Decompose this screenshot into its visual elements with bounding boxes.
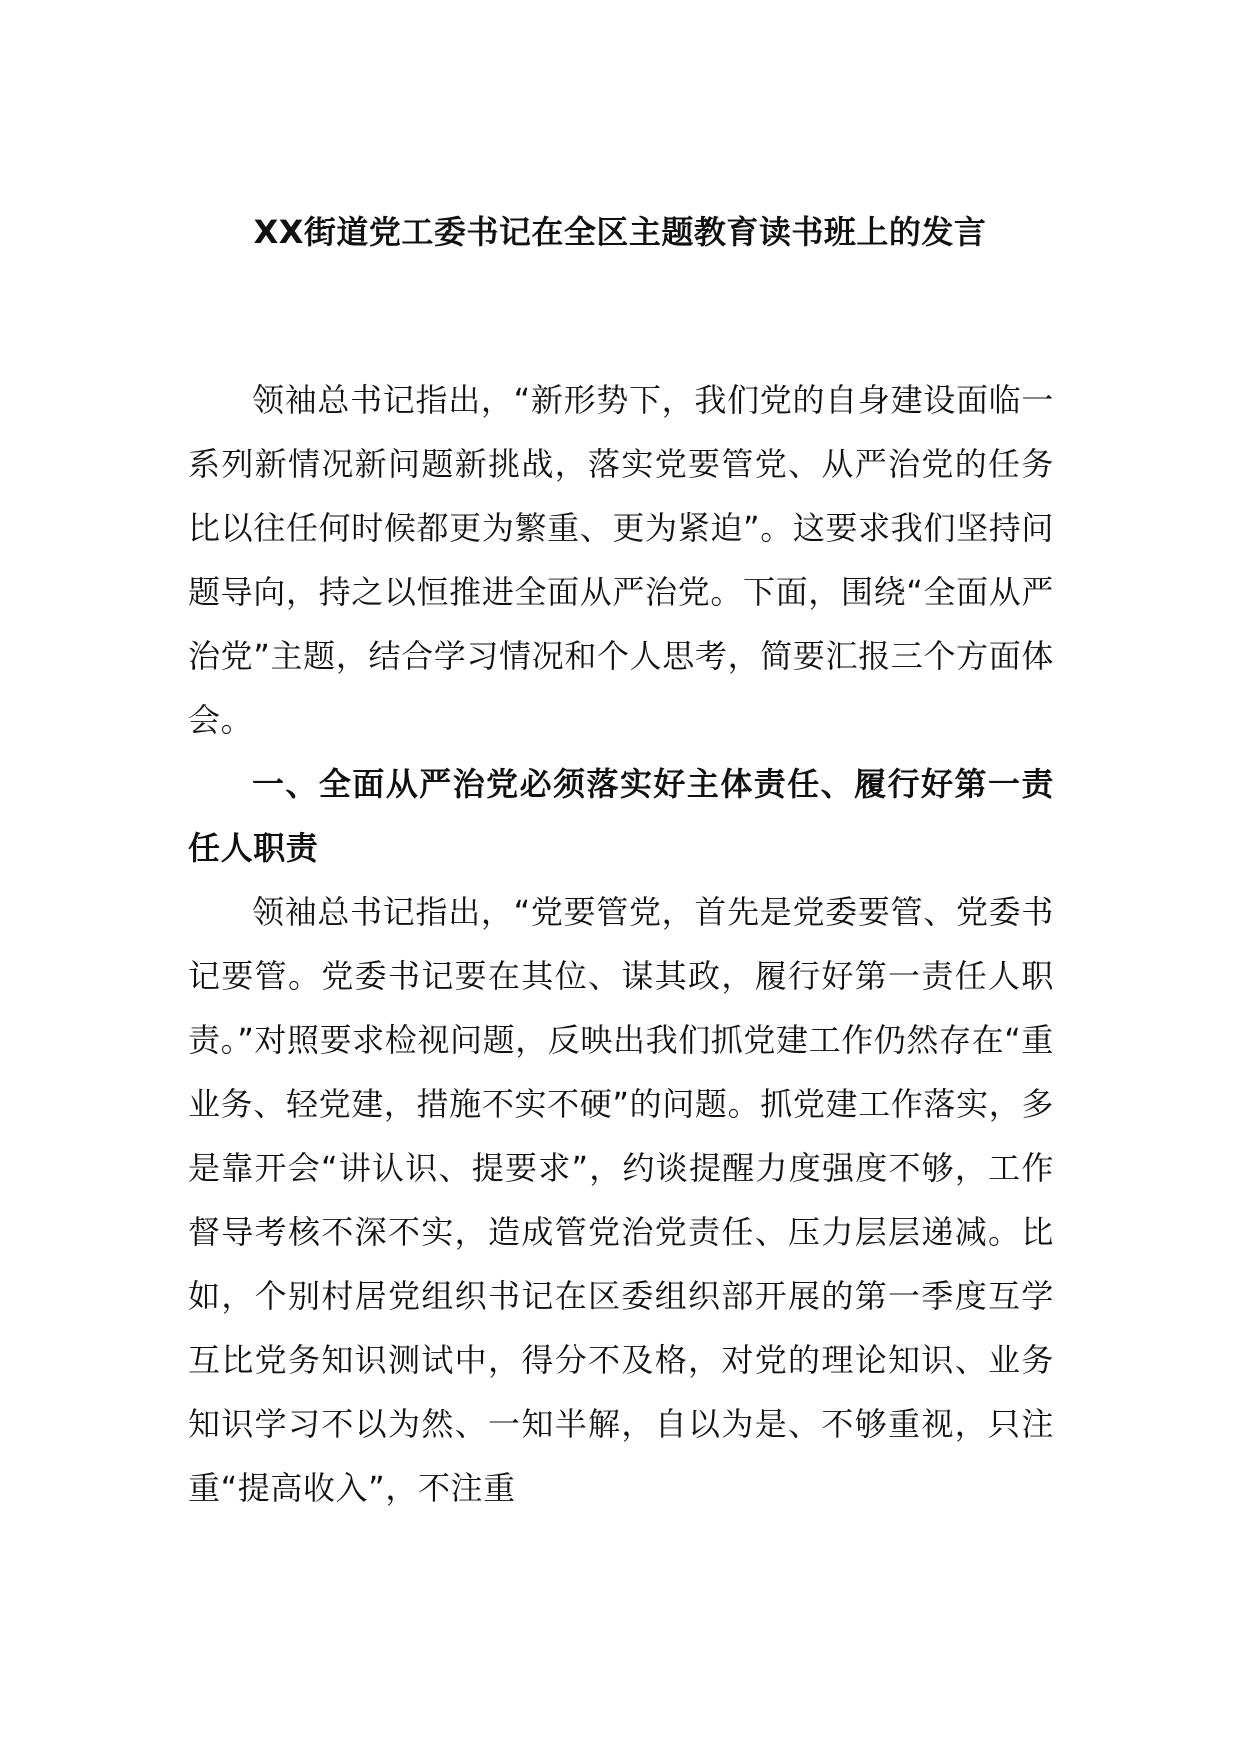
section-heading-1: 一、全面从严治党必须落实好主体责任、履行好第一责任人职责 <box>188 765 1054 867</box>
section-1-paragraph: 领袖总书记指出，“党要管党，首先是党委要管、党委书记要管。党委书记要在其位、谋其政，履行好第一责任人职责。”对照要求检视问题，反映出我们抓党建工作仍然存在“重业务、轻党建，措施不实不硬”的问题。抓党建工作落实，多是靠开会“讲认识、提要求”，约谈提醒力度强度不够，工作督导考核不深不实，造成管党治党责任、压力层层递减。比如，个别村居党组织书记在区委组织部开展的第一季度互学互比党务知识测试中，得分不及格，对党的理论知识、业务知识学习不以为然、一知半解，自以为是、不够重视，只注重“提高收入”，不注重 <box>188 893 1054 1507</box>
intro-paragraph: 领袖总书记指出，“新形势下，我们党的自身建设面临一系列新情况新问题新挑战，落实党要管党、从严治党的任务比以往任何时候都更为繁重、更为紧迫”。这要求我们坚持问题导向，持之以恒推进全面从严治党。下面，围绕“全面从严治党”主题，结合学习情况和个人思考，简要汇报三个方面体会。 <box>188 381 1054 739</box>
document-body <box>188 368 1054 1520</box>
document-title: XX街道党工委书记在全区主题教育读书班上的发言 <box>253 213 987 251</box>
